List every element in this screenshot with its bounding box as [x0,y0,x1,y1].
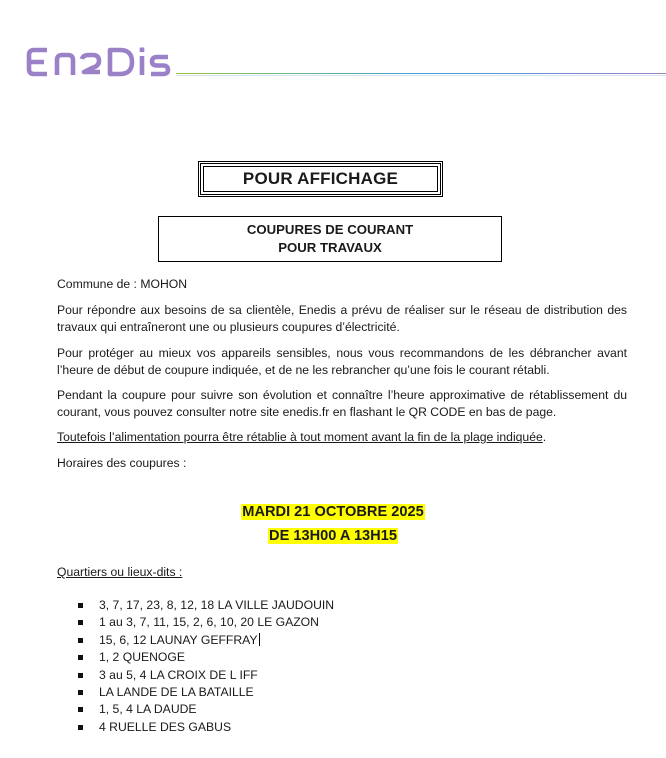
bullet-icon [78,655,83,660]
bullet-icon [78,603,83,608]
bullet-icon [78,690,83,695]
bullet-icon [78,707,83,712]
list-item: 3 au 5, 4 LA CROIX DE L IFF [78,667,334,684]
enedis-logo [26,46,172,78]
coupures-title-line1: COUPURES DE COURANT [246,222,414,237]
commune-line: Commune de : MOHON [57,277,188,291]
schedule-time: DE 13H00 A 13H15 [269,528,397,544]
locations-label: Quartiers ou lieux-dits : [57,565,183,579]
text-cursor [259,633,260,646]
paragraph-intro: Pour répondre aux besoins de sa clientèle, Enedis a prévu de réaliser sur le réseau de distribution des travaux qui entraîneront une ou plusieurs coupures d’électricité. [57,303,627,334]
warning-text: Toutefois l’alimentation pourra être rétablie à tout moment avant la fin de la plage indiquée [57,430,543,444]
list-item: 15, 6, 12 LAUNAY GEFFRAY [78,632,334,649]
schedule-time-row [0,527,666,546]
warning-period: . [542,430,547,444]
horaires-label: Horaires des coupures : [57,456,187,470]
list-item: 3, 7, 17, 23, 8, 12, 18 LA VILLE JAUDOUIN [78,597,334,614]
bullet-icon [78,620,83,625]
warning-line [57,429,627,446]
list-item: LA LANDE DE LA BATAILLE [78,684,334,701]
pour-affichage-box [198,161,443,197]
bullet-icon [78,725,83,730]
paragraph-qr-code: Pendant la coupure pour suivre son évolution et connaître l’heure approximative de rétablissement du courant, vous pouvez consulter notre site enedis.fr en flashant le QR CODE en bas de page. [57,388,627,419]
list-item: 1 au 3, 7, 11, 15, 2, 6, 10, 20 LE GAZON [78,614,334,631]
header-rule [176,73,666,76]
pour-affichage-title: POUR AFFICHAGE [242,169,399,188]
coupures-title-box [158,216,502,262]
bullet-icon [78,673,83,678]
list-item: 1, 2 QUENOGE [78,649,334,666]
paragraph-appliances: Pour protéger au mieux vos appareils sensibles, nous vous recommandons de les débrancher avant l’heure de début de coupure indiquée, et de ne les rebrancher qu’une fois le courant rétabli. [57,346,627,377]
coupures-title-line2: POUR TRAVAUX [278,240,382,255]
schedule-date: MARDI 21 OCTOBRE 2025 [242,504,424,520]
list-item: 4 RUELLE DES GABUS [78,719,334,736]
list-item: 1, 5, 4 LA DAUDE [78,701,334,718]
bullet-icon [78,638,83,643]
locations-list [78,597,334,736]
schedule-date-row [0,503,666,522]
